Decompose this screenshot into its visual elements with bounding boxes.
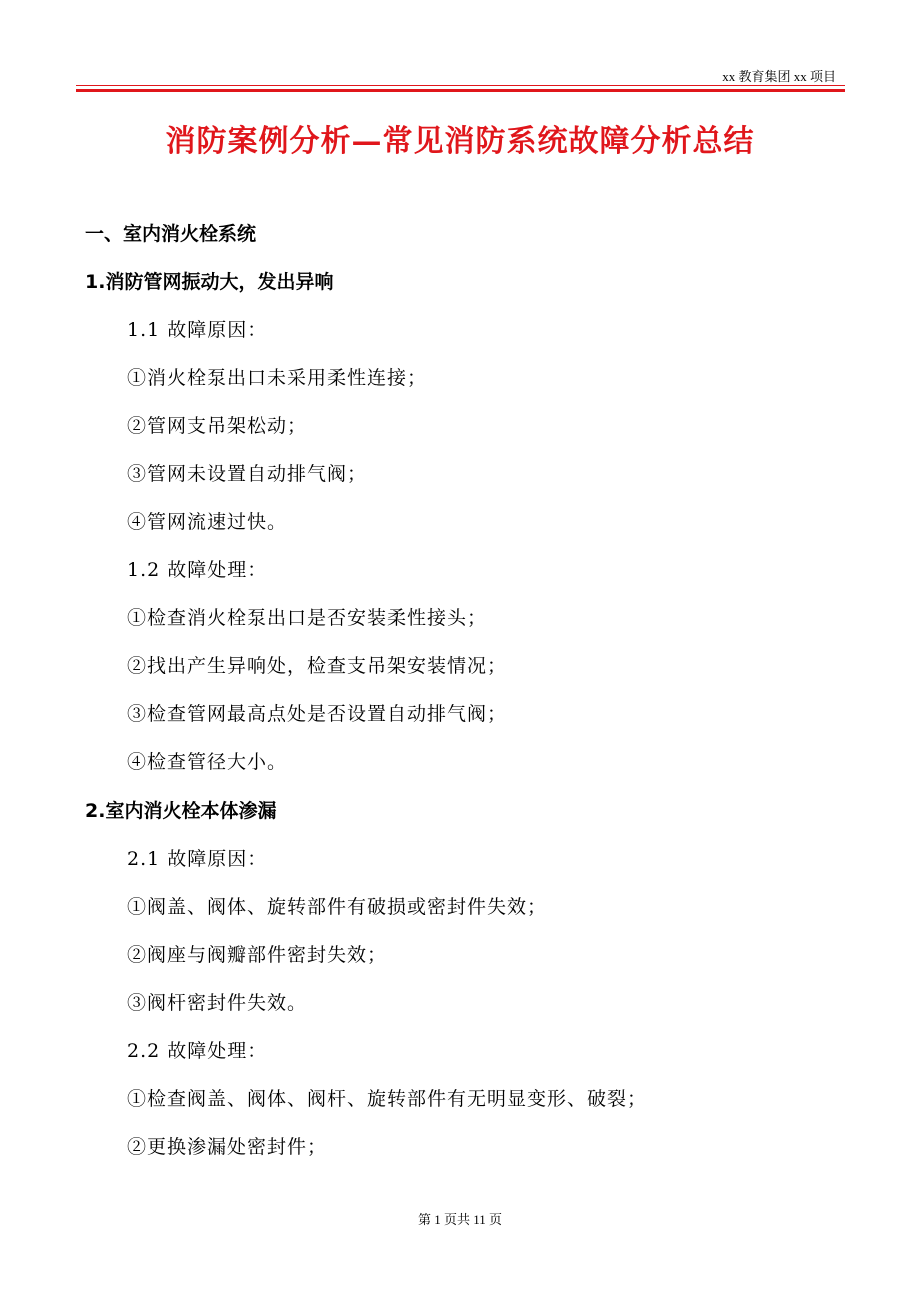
header-rule-thin bbox=[76, 85, 845, 86]
handling-label: 1.2 故障处理： bbox=[127, 559, 268, 581]
handling-item: ②更换渗漏处密封件； bbox=[127, 1136, 328, 1158]
handling-item: ③检查管网最高点处是否设置自动排气阀； bbox=[127, 703, 508, 725]
document-title: 消防案例分析—常见消防系统故障分析总结 bbox=[165, 124, 755, 159]
cause-item: ③阀杆密封件失效。 bbox=[127, 992, 308, 1014]
handling-item: ④检查管径大小。 bbox=[127, 751, 288, 773]
header-project-label: xx 教育集团 xx 项目 bbox=[722, 69, 836, 84]
cause-item: ①阀盖、阀体、旋转部件有破损或密封件失效； bbox=[127, 896, 548, 918]
cause-item: ④管网流速过快。 bbox=[127, 511, 288, 533]
cause-label: 1.1 故障原因： bbox=[127, 319, 268, 341]
cause-label: 2.1 故障原因： bbox=[127, 848, 268, 870]
handling-item: ①检查消火栓泵出口是否安装柔性接头； bbox=[127, 607, 488, 629]
handling-item: ②找出产生异响处，检查支吊架安装情况； bbox=[127, 655, 508, 677]
cause-item: ②阀座与阀瓣部件密封失效； bbox=[127, 944, 388, 966]
cause-item: ③管网未设置自动排气阀； bbox=[127, 463, 368, 485]
header-rule-thick bbox=[76, 89, 845, 92]
section-heading: 一、室内消火栓系统 bbox=[85, 223, 257, 245]
item-heading: 1.消防管网振动大，发出异响 bbox=[85, 271, 334, 293]
handling-item: ①检查阀盖、阀体、阀杆、旋转部件有无明显变形、破裂； bbox=[127, 1088, 648, 1110]
page-footer: 第 1 页共 11 页 bbox=[417, 1212, 503, 1227]
cause-item: ②管网支吊架松动； bbox=[127, 415, 308, 437]
cause-item: ①消火栓泵出口未采用柔性连接； bbox=[127, 367, 428, 389]
handling-label: 2.2 故障处理： bbox=[127, 1040, 268, 1062]
item-heading: 2.室内消火栓本体渗漏 bbox=[85, 800, 277, 822]
